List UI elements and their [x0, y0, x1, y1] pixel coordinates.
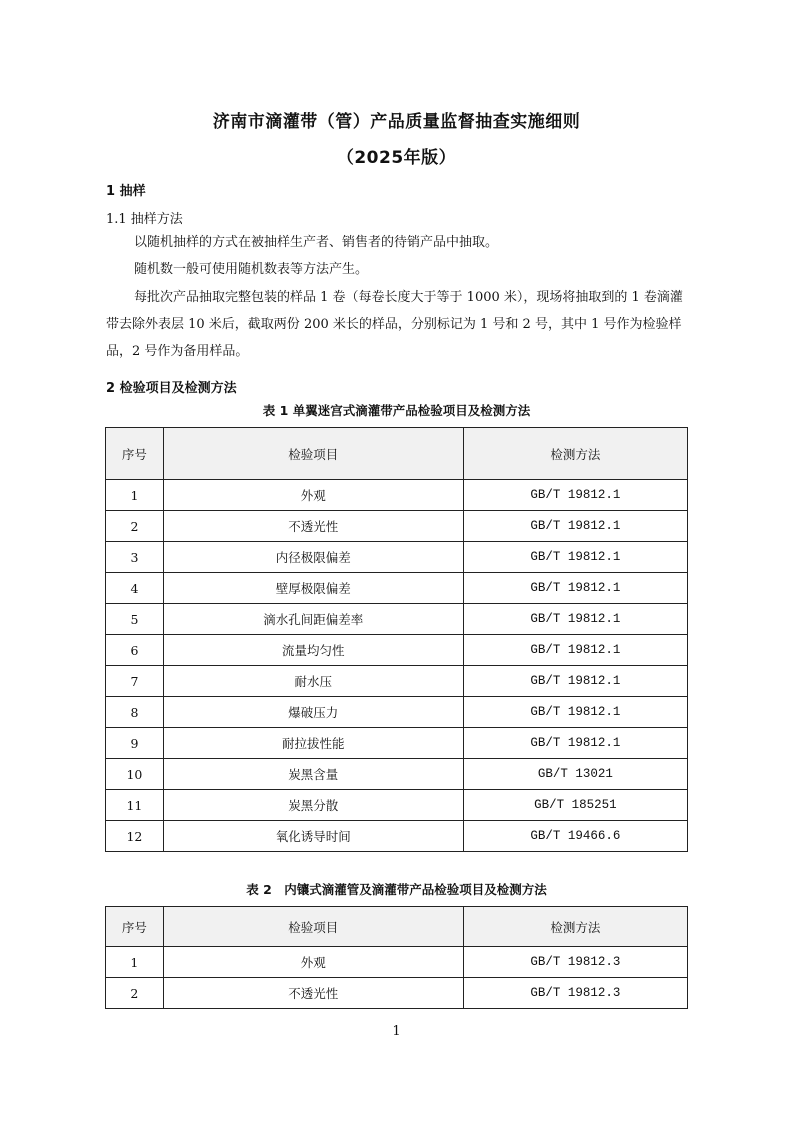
table-row [106, 947, 688, 978]
row-index: 1 [106, 480, 164, 511]
row-index: 5 [106, 604, 164, 635]
row-item: 内径极限偏差 [163, 542, 463, 573]
section-heading-sampling: 1 抽样 [106, 184, 146, 199]
row-item: 滴水孔间距偏差率 [163, 604, 463, 635]
row-item: 炭黑含量 [163, 759, 463, 790]
paragraph-sampling-3: 每批次产品抽取完整包装的样品 1 卷（每卷长度大于等于 1000 米），现场将抽取到的 1 卷滴灌带去除外表层 10 米后，截取两份 200 米长的样品，分别标记为 1 号和 2 号，其中 1 号作为检验样品，2 号作为备用样品。 [106, 290, 683, 359]
row-item: 不透光性 [163, 978, 463, 1009]
page-number: 1 [392, 1024, 401, 1039]
row-item: 外观 [163, 480, 463, 511]
row-index: 10 [106, 759, 164, 790]
row-method: GB/T 19812.3 [463, 978, 687, 1009]
subsection-heading-sampling-method: 1.1 抽样方法 [106, 212, 183, 227]
table-row [106, 480, 688, 511]
row-index: 4 [106, 573, 164, 604]
table2-caption: 表 2 内镶式滴灌管及滴灌带产品检验项目及检测方法 [246, 882, 547, 897]
row-method: GB/T 19812.1 [463, 635, 687, 666]
document-title: 济南市滴灌带（管）产品质量监督抽查实施细则 [212, 112, 581, 132]
row-item: 耐拉拔性能 [163, 728, 463, 759]
row-index: 9 [106, 728, 164, 759]
row-method: GB/T 19812.1 [463, 573, 687, 604]
row-index: 1 [106, 947, 164, 978]
row-item: 流量均匀性 [163, 635, 463, 666]
row-index: 3 [106, 542, 164, 573]
row-index: 7 [106, 666, 164, 697]
table2-header-row [106, 907, 688, 947]
table1-caption: 表 1 单翼迷宫式滴灌带产品检验项目及检测方法 [262, 403, 531, 418]
row-index: 6 [106, 635, 164, 666]
row-method: GB/T 19466.6 [463, 821, 687, 852]
table2-header-item: 检验项目 [163, 907, 463, 947]
table2-header-index: 序号 [106, 907, 164, 947]
table-row [106, 511, 688, 542]
table-row [106, 666, 688, 697]
row-index: 2 [106, 511, 164, 542]
row-index: 8 [106, 697, 164, 728]
row-method: GB/T 19812.1 [463, 666, 687, 697]
row-index: 2 [106, 978, 164, 1009]
table2 [105, 906, 688, 1009]
paragraph-sampling-1: 以随机抽样的方式在被抽样生产者、销售者的待销产品中抽取。 [134, 235, 499, 250]
document-subtitle: （2025年版） [336, 148, 457, 168]
row-method: GB/T 19812.1 [463, 728, 687, 759]
row-method: GB/T 19812.1 [463, 511, 687, 542]
table-row [106, 573, 688, 604]
row-method: GB/T 19812.1 [463, 480, 687, 511]
table1-header-item: 检验项目 [163, 428, 463, 480]
paragraph-sampling-2: 随机数一般可使用随机数表等方法产生。 [134, 262, 369, 277]
table-row [106, 697, 688, 728]
table-row [106, 790, 688, 821]
table1-header-row [106, 428, 688, 480]
table-row [106, 604, 688, 635]
table1 [105, 427, 688, 852]
table-row [106, 978, 688, 1009]
row-item: 氧化诱导时间 [163, 821, 463, 852]
section-heading-inspection: 2 检验项目及检测方法 [106, 381, 237, 396]
row-item: 耐水压 [163, 666, 463, 697]
row-method: GB/T 19812.1 [463, 542, 687, 573]
row-method: GB/T 19812.1 [463, 604, 687, 635]
row-method: GB/T 19812.1 [463, 697, 687, 728]
table-row [106, 821, 688, 852]
row-item: 不透光性 [163, 511, 463, 542]
table1-header-method: 检测方法 [463, 428, 687, 480]
table-row [106, 542, 688, 573]
row-item: 壁厚极限偏差 [163, 573, 463, 604]
row-method: GB/T 13021 [463, 759, 687, 790]
table-row [106, 759, 688, 790]
row-item: 爆破压力 [163, 697, 463, 728]
table1-header-index: 序号 [106, 428, 164, 480]
table-row [106, 728, 688, 759]
row-index: 11 [106, 790, 164, 821]
row-method: GB/T 19812.3 [463, 947, 687, 978]
table2-header-method: 检测方法 [463, 907, 687, 947]
row-item: 外观 [163, 947, 463, 978]
table-row [106, 635, 688, 666]
row-method: GB/T 185251 [463, 790, 687, 821]
row-index: 12 [106, 821, 164, 852]
row-item: 炭黑分散 [163, 790, 463, 821]
